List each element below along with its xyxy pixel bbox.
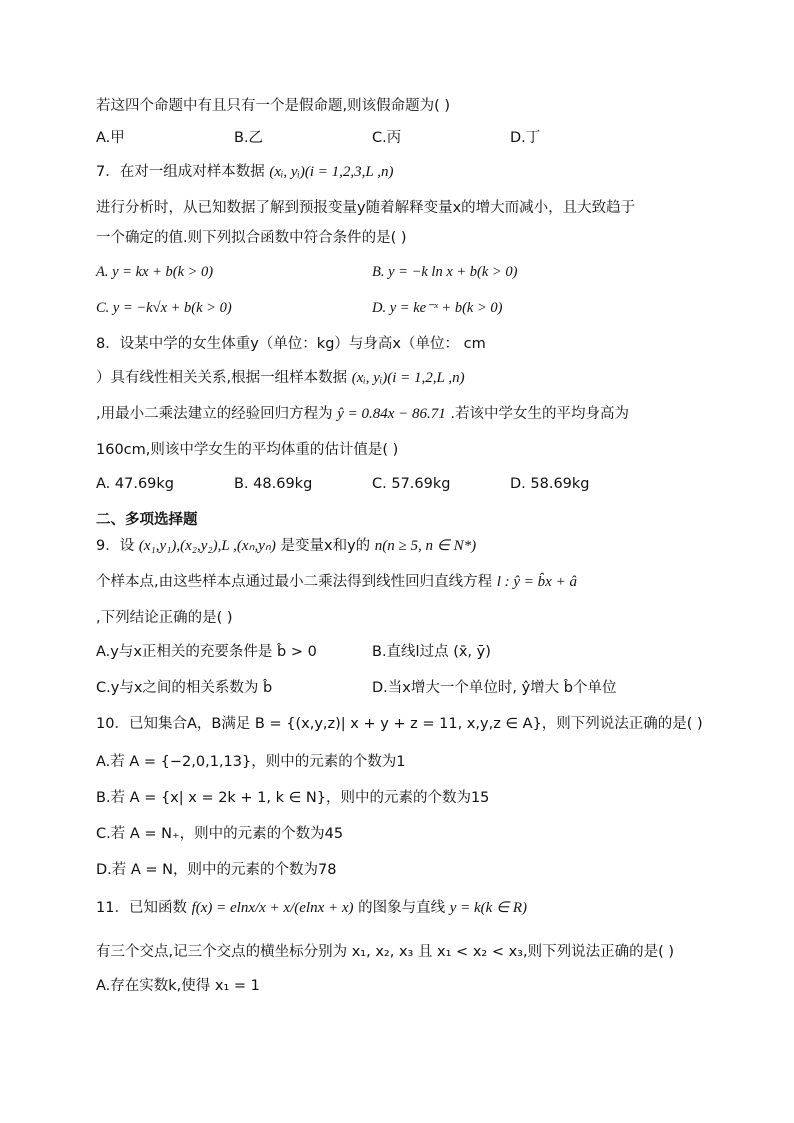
question-9-line-3: ,下列结论正确的是( ) — [96, 610, 233, 626]
q9-option-b: B.直线l过点 (x̄, ȳ) — [372, 644, 491, 660]
q7-stem-math: (xᵢ, yᵢ)(i = 1,2,3,L ,n) — [269, 164, 394, 180]
q9-stem-math-2: n(n ≥ 5, n ∈ N*) — [374, 538, 477, 554]
question-10-stem: 10．已知集合A，B满足 B = {(x,y,z)| x + y + z = 11, x,y,z ∈ A}，则下列说法正确的是( ) — [96, 716, 703, 732]
q7-option-b: B. y = −k ln x + b(k > 0) — [372, 264, 518, 280]
question-7-line-2: 进行分析时，从已知数据了解到预报变量y随着解释变量x的增大而减小，且大致趋于 — [96, 200, 636, 216]
q8-line-3-tail: .若该中学女生的平均身高为 — [450, 406, 629, 422]
q11-line: y = k(k ∈ R) — [449, 900, 528, 916]
q9-stem-mid: 是变量x和y的 — [280, 538, 371, 554]
q9-option-c: C.y与x之间的相关系数为 b̂ — [96, 680, 273, 696]
q9-option-d: D.当x增大一个单位时, ŷ增大 b̂个单位 — [372, 680, 617, 696]
q7-stem-text: 7．在对一组成对样本数据 — [96, 164, 265, 180]
section-title: 二、多项选择题 — [96, 512, 198, 528]
q8-line-3-text: ,用最小二乘法建立的经验回归方程为 — [96, 406, 333, 422]
q10-option-c: C.若 A = N₊，则中的元素的个数为45 — [96, 826, 344, 842]
q9-option-a: A.y与x正相关的充要条件是 b̂ > 0 — [96, 644, 317, 660]
q11-stem-text: 11．已知函数 — [96, 900, 187, 916]
q9-stem-math: (x₁,y₁),(x₂,y₂),L ,(xₙ,yₙ) — [138, 538, 276, 554]
question-7-line-3: 一个确定的值.则下列拟合函数中符合条件的是( ) — [96, 230, 407, 246]
question-11-line-2: 有三个交点,记三个交点的横坐标分别为 x₁, x₂, x₃ 且 x₁ < x₂ < x₃,则下列说法正确的是( ) — [96, 944, 675, 960]
question-11-stem — [96, 898, 527, 918]
question-9-stem — [96, 536, 476, 556]
question-6-stem: 若这四个命题中有且只有一个是假命题,则该假命题为( ) — [96, 98, 451, 114]
q9-regression-line: l : ŷ = b̂x + â — [496, 574, 577, 590]
question-8-line-2 — [96, 368, 465, 388]
q6-option-b: B.乙 — [234, 130, 264, 146]
q8-line-2-math: (xᵢ, yᵢ)(i = 1,2,L ,n) — [351, 370, 465, 386]
q7-option-c: C. y = −k√x + b(k > 0) — [96, 300, 232, 316]
q10-option-d: D.若 A = N，则中的元素的个数为78 — [96, 862, 337, 878]
q8-option-d: D. 58.69kg — [510, 476, 590, 492]
q10-option-a: A.若 A = {−2,0,1,13}，则中的元素的个数为1 — [96, 754, 406, 770]
question-7-stem — [96, 162, 394, 182]
q6-option-c: C.丙 — [372, 130, 402, 146]
q8-option-a: A. 47.69kg — [96, 476, 174, 492]
q11-option-a: A.存在实数k,使得 x₁ = 1 — [96, 978, 260, 994]
q11-stem-mid: 的图象与直线 — [358, 900, 446, 916]
question-8-line-4: 160cm,则该中学女生的平均体重的估计值是( ) — [96, 442, 399, 458]
q8-line-2-text: ）具有线性相关关系,根据一组样本数据 — [96, 370, 348, 386]
question-8-line-3 — [96, 404, 629, 424]
q9-line-2-text: 个样本点,由这些样本点通过最小二乘法得到线性回归直线方程 — [96, 574, 493, 590]
q6-option-d: D.丁 — [510, 130, 541, 146]
question-9-line-2 — [96, 572, 577, 592]
q8-option-b: B. 48.69kg — [234, 476, 313, 492]
q8-option-c: C. 57.69kg — [372, 476, 451, 492]
question-8-stem: 8．设某中学的女生体重y（单位：kg）与身高x（单位： cm — [96, 336, 486, 352]
q7-option-d: D. y = ke⁻ˣ + b(k > 0) — [372, 300, 503, 316]
q7-option-a: A. y = kx + b(k > 0) — [96, 264, 214, 280]
q11-function: f(x) = elnx/x + x/(elnx + x) — [191, 900, 354, 916]
q8-regression-equation: ŷ = 0.84x − 86.71 — [337, 406, 446, 422]
q6-option-a: A.甲 — [96, 130, 125, 146]
q9-stem-text: 9．设 — [96, 538, 135, 554]
q10-option-b: B.若 A = {x| x = 2k + 1, k ∈ N}，则中的元素的个数为15 — [96, 790, 490, 806]
